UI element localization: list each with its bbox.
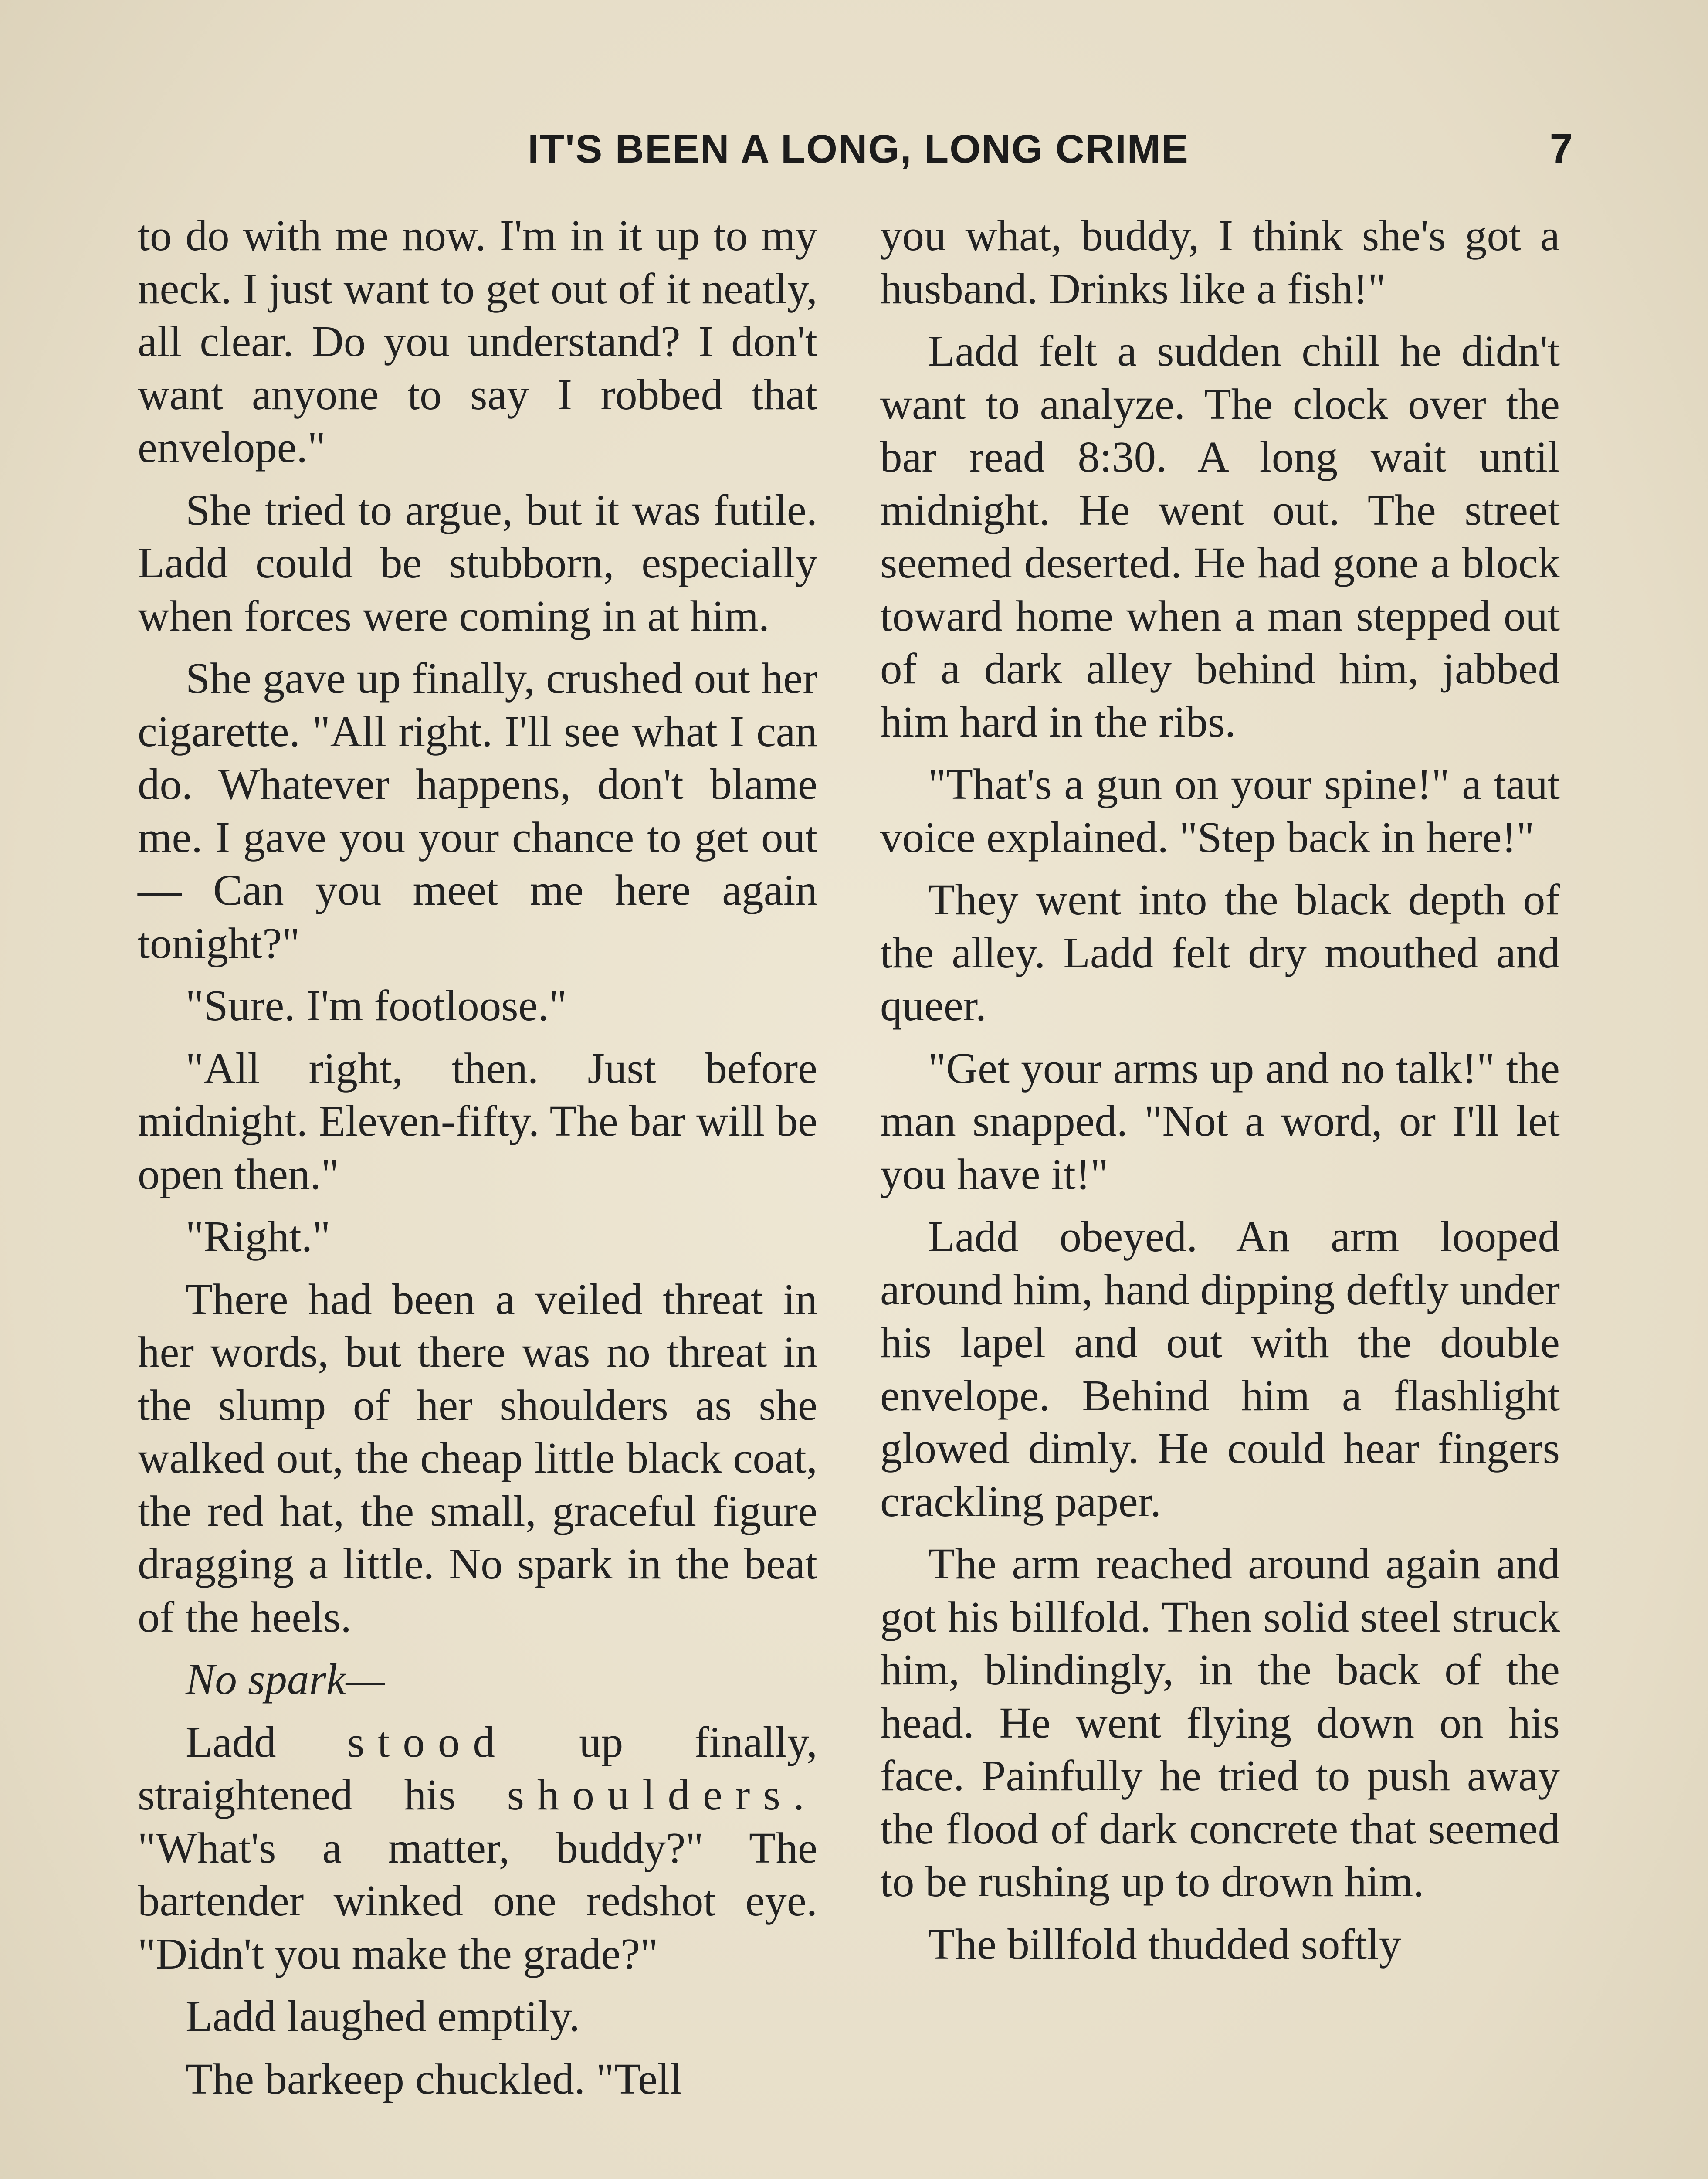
paragraph: The barkeep chuckled. "Tell <box>186 2054 682 2103</box>
text-run: Ladd <box>186 1717 347 1766</box>
paragraph: "Sure. I'm footloose." <box>186 981 567 1030</box>
page-number: 7 <box>1549 125 1573 172</box>
paragraph: There had been a veiled threat in her words, but there was no threat in the slump of her shoulders as she walked out, the cheap little black coat, the red hat, the small, graceful figure dragging a little. No spark in the beat of the heels. <box>138 1274 817 1641</box>
spaced-word: shoulders. <box>507 1770 817 1819</box>
paragraph: "Get your arms up and no talk!" the man snapped. "Not a word, or I'll let you have it!" <box>880 1043 1560 1198</box>
left-column <box>138 209 817 2115</box>
paragraph: "That's a gun on your spine!" a taut voice explained. "Step back in here!" <box>880 760 1560 862</box>
paragraph: Ladd felt a sudden chill he didn't want to analyze. The clock over the bar read 8:30. A long wait until midnight. He went out. The street seemed deserted. He had gone a block toward home when a man stepped out of a dark alley behind him, jabbed him hard in the ribs. <box>880 326 1560 746</box>
paragraph <box>138 1716 817 1981</box>
paragraph: They went into the black depth of the alley. Ladd felt dry mouthed and queer. <box>880 875 1560 1030</box>
paragraph: you what, buddy, I think she's got a husband. Drinks like a fish!" <box>880 211 1560 313</box>
spaced-word: stood <box>347 1717 508 1766</box>
text-run: "What's a matter, buddy?" The bartender winked one redshot eye. "Didn't you make the grade?" <box>138 1823 817 1978</box>
paragraph: The billfold thudded softly <box>928 1919 1401 1969</box>
right-column <box>880 209 1560 1980</box>
paragraph: She tried to argue, but it was futile. Ladd could be stubborn, especially when forces were coming in at him. <box>138 485 817 640</box>
running-title: IT'S BEEN A LONG, LONG CRIME <box>528 127 1189 171</box>
paragraph: "All right, then. Just before midnight. Eleven-fifty. The bar will be open then." <box>138 1043 817 1198</box>
text-run: up finally, straightened his <box>138 1717 817 1819</box>
paragraph: She gave up finally, crushed out her cigarette. "All right. I'll see what I can do. Whatever happens, don't blame me. I gave you your chance to get out— Can you meet me here again tonight?" <box>138 654 817 967</box>
paragraph-italic: No spark— <box>186 1655 385 1704</box>
paragraph: The arm reached around again and got his billfold. Then solid steel struck him, blindingly, in the back of the head. He went flying down on his face. Painfully he tried to push away the flood of dark concrete that seemed to be rushing up to drown him. <box>880 1539 1560 1906</box>
paragraph: Ladd laughed emptily. <box>186 1992 580 2040</box>
paragraph: to do with me now. I'm in it up to my neck. I just want to get out of it neatly, all clear. Do you understand? I don't want anyone to say I robbed that envelope." <box>138 211 817 472</box>
paragraph: "Right." <box>186 1212 331 1261</box>
paragraph: Ladd obeyed. An arm looped around him, hand dipping deftly under his lapel and out with the double envelope. Behind him a flashlight glowed dimly. He could hear fingers crackling paper. <box>880 1212 1560 1526</box>
